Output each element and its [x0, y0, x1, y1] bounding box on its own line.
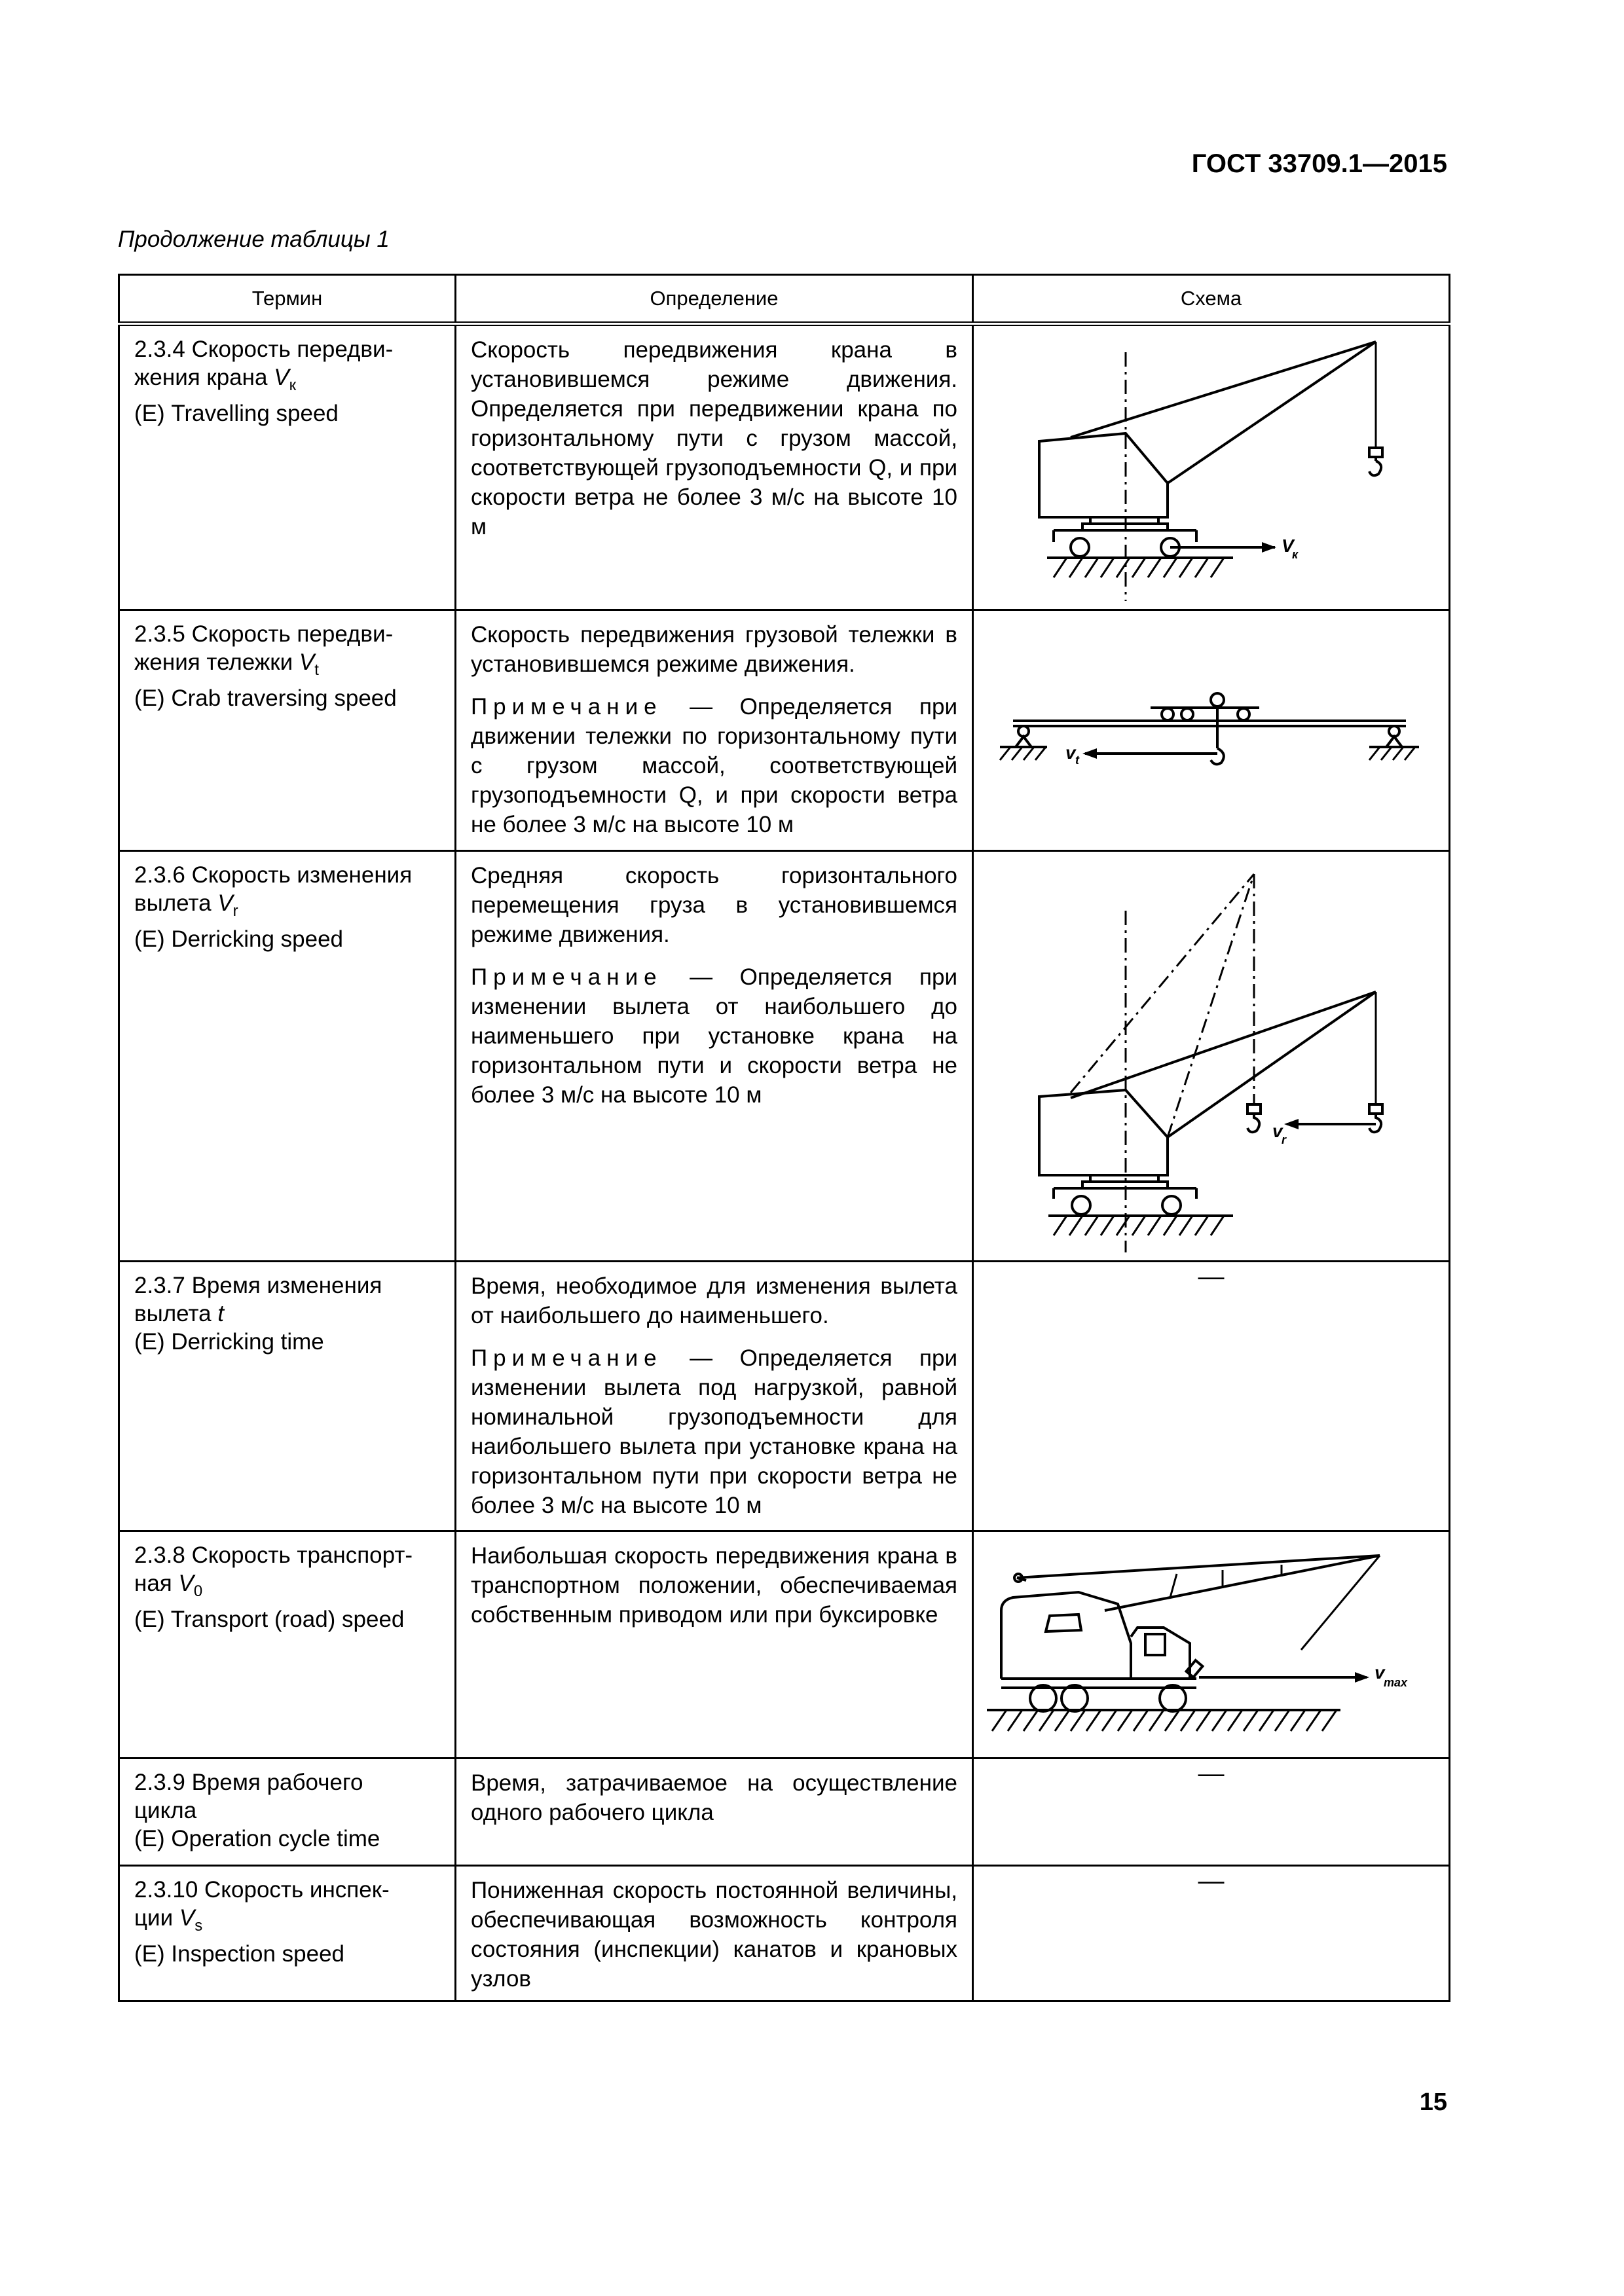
- scheme-label-sub: t: [1075, 754, 1079, 767]
- no-scheme-dash: —: [1198, 1262, 1225, 1291]
- term-text: 2.3.5 Скорость передви-: [134, 621, 394, 647]
- term-text: 2.3.7 Время изменения: [134, 1273, 382, 1298]
- term-symbol: V: [274, 365, 289, 390]
- definition-text: Скорость передвижения крана в установившемся режиме движения. Определяется при передвижении крана по горизонтальному пути с грузом массой, соответствующей грузоподъемности Q, и при скорости ветра не более 3 м/с на высоте 10 м: [471, 337, 957, 539]
- term-symbol: V: [178, 1571, 194, 1596]
- definition-text: Пониженная скорость постоянной величины, обеспечивающая возможность контроля состояния (инспекции) канатов и крановых узлов: [471, 1878, 957, 1992]
- scheme-cell: [973, 324, 1450, 610]
- definition-note: [471, 962, 957, 1110]
- term-cell: [119, 610, 456, 851]
- definition-text: Наибольшая скорость передвижения крана в транспортном положении, обеспечиваемая собственным приводом или при буксировке: [471, 1543, 957, 1628]
- scheme-cell: [973, 1758, 1450, 1866]
- table-row: [119, 1866, 1450, 2001]
- table-header-row: [119, 275, 1450, 324]
- table-row: [119, 1758, 1450, 1866]
- term-english: (E) Derricking speed: [134, 926, 343, 952]
- terms-table: [118, 274, 1450, 2002]
- term-text: 2.3.6 Скорость изменения: [134, 862, 413, 888]
- term-english: (E) Transport (road) speed: [134, 1607, 405, 1632]
- term-text: 2.3.10 Скорость инспек-: [134, 1877, 390, 1903]
- no-scheme-dash: —: [1198, 1759, 1225, 1788]
- definition-cell: [456, 851, 973, 1262]
- term-symbol: V: [217, 890, 233, 916]
- note-text: — Определяется при изменении вылета под нагрузкой, равной номинальной грузоподъемности для наибольшего вылета при установке крана на горизонтальном пути при скорости ветра не более 3 м/с на высоте 10 м: [471, 1345, 957, 1518]
- definition-cell: [456, 1866, 973, 2001]
- scheme-label: v: [1375, 1662, 1385, 1683]
- scheme-cell: [973, 1866, 1450, 2001]
- column-header-definition: Определение: [456, 275, 973, 324]
- term-symbol: t: [217, 1301, 225, 1326]
- term-symbol: V: [179, 1905, 195, 1931]
- table-row: [119, 1531, 1450, 1758]
- term-text: ции: [134, 1905, 179, 1931]
- term-symbol-sub: к: [289, 376, 297, 394]
- scheme-label: v: [1065, 742, 1076, 763]
- term-text: 2.3.8 Скорость транспорт-: [134, 1542, 413, 1568]
- definition-cell: [456, 1531, 973, 1758]
- definition-cell: [456, 1758, 973, 1866]
- scheme-cell: [973, 851, 1450, 1262]
- term-english: (E) Operation cycle time: [134, 1826, 380, 1851]
- term-english: (E) Travelling speed: [134, 401, 339, 426]
- no-scheme-dash: —: [1198, 1867, 1225, 1895]
- transport-crane-diagram: [974, 1532, 1450, 1757]
- term-cell: [119, 851, 456, 1262]
- term-cell: [119, 1758, 456, 1866]
- term-text: жения крана: [134, 365, 274, 390]
- crab-travel-diagram: [974, 611, 1450, 768]
- scheme-label: v: [1272, 1121, 1283, 1141]
- table-caption: Продолжение таблицы 1: [118, 227, 390, 252]
- document-code: ГОСТ 33709.1—2015: [1191, 149, 1447, 178]
- term-symbol-sub: 0: [193, 1582, 203, 1600]
- definition-text: Скорость передвижения грузовой тележки в установившемся режиме движения.: [471, 622, 957, 677]
- scheme-cell: [973, 1262, 1450, 1531]
- definition-cell: [456, 1262, 973, 1531]
- definition-text: Время, необходимое для изменения вылета от наибольшего до наименьшего.: [471, 1273, 957, 1328]
- term-cell: [119, 1531, 456, 1758]
- term-text: вылета: [134, 890, 218, 916]
- note-label: Примечание: [471, 694, 663, 720]
- table-row: [119, 1262, 1450, 1531]
- note-text: — Определяется при изменении вылета от наибольшего до наименьшего при установке крана на горизонтальном пути и скорости ветра не более 3 м/с на высоте 10 м: [471, 964, 957, 1108]
- definition-text: Время, затрачиваемое на осуществление одного рабочего цикла: [471, 1770, 957, 1825]
- term-cell: [119, 324, 456, 610]
- term-text: ная: [134, 1571, 179, 1596]
- term-english: (E) Derricking time: [134, 1329, 324, 1355]
- table-row: [119, 610, 1450, 851]
- definition-note: [471, 1343, 957, 1520]
- scheme-label-sub: r: [1282, 1133, 1287, 1146]
- page-number: 15: [1419, 2088, 1447, 2116]
- scheme-label-sub: max: [1384, 1676, 1408, 1689]
- scheme-cell: [973, 1531, 1450, 1758]
- term-english: (E) Inspection speed: [134, 1941, 345, 1967]
- definition-note: [471, 692, 957, 839]
- table-row: [119, 324, 1450, 610]
- term-symbol-sub: t: [314, 661, 319, 679]
- column-header-term: Термин: [119, 275, 456, 324]
- column-header-scheme: Схема: [973, 275, 1450, 324]
- term-text: цикла: [134, 1798, 197, 1823]
- note-text: — Определяется при движении тележки по горизонтальному пути с грузом массой, соответствующей грузоподъемности Q, и при скорости ветра не более 3 м/с на высоте 10 м: [471, 694, 957, 837]
- term-symbol-sub: s: [194, 1917, 203, 1935]
- scheme-label-sub: к: [1292, 548, 1299, 561]
- note-label: Примечание: [471, 964, 663, 990]
- definition-cell: [456, 610, 973, 851]
- term-text: 2.3.9 Время рабочего: [134, 1770, 363, 1795]
- term-text: вылета: [134, 1301, 218, 1326]
- term-symbol: V: [299, 649, 315, 675]
- crane-travel-diagram: [974, 326, 1450, 609]
- scheme-cell: [973, 610, 1450, 851]
- definition-text: Средняя скорость горизонтального перемещения груза в установившемся режиме движения.: [471, 863, 957, 947]
- term-text: жения тележки: [134, 649, 299, 675]
- table-row: [119, 851, 1450, 1262]
- term-cell: [119, 1866, 456, 2001]
- term-text: 2.3.4 Скорость передви-: [134, 337, 394, 362]
- term-symbol-sub: r: [232, 902, 238, 920]
- scheme-label: V: [1282, 536, 1294, 556]
- term-cell: [119, 1262, 456, 1531]
- definition-cell: [456, 324, 973, 610]
- note-label: Примечание: [471, 1345, 663, 1371]
- term-english: (E) Crab traversing speed: [134, 685, 397, 711]
- derricking-diagram: [974, 852, 1450, 1260]
